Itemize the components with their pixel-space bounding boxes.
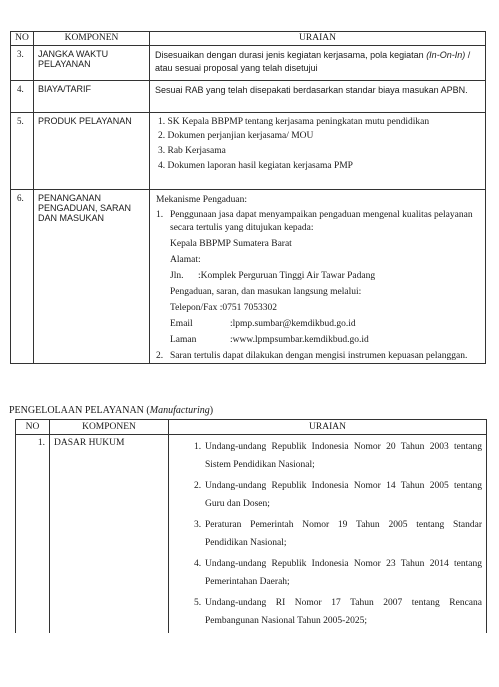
uraian-italic-text: (In-On-In) xyxy=(426,50,466,60)
mechanism-intro: Mekanisme Pengaduan: xyxy=(156,195,248,205)
email-line xyxy=(156,317,481,331)
list-number: 3. xyxy=(194,520,202,530)
row-komponen: PENANGANAN PENGADUAN, SARAN DAN MASUKAN xyxy=(34,190,150,364)
list-number: 2. xyxy=(194,481,202,491)
list-number: 4. xyxy=(194,559,202,569)
section-title-end: ) xyxy=(209,405,214,416)
list-item xyxy=(156,350,481,363)
table-header-row xyxy=(16,420,487,435)
list-text: Undang-undang RI Nomor 17 Tahun 2007 tentang Rencana Pembangunan Nasional Tahun 2005-2025; xyxy=(205,598,482,626)
table-row xyxy=(16,435,487,634)
row-uraian xyxy=(150,113,486,190)
jln-value: :Komplek Perguruan Tinggi Air Tawar Padang xyxy=(198,271,376,281)
row-uraian: Sesuai RAB yang telah disepakati berdasarkan standar biaya masukan APBN. xyxy=(150,81,486,113)
list-item: 4. Dokumen laporan hasil kegiatan kerjasama PMP xyxy=(158,161,353,171)
header-no: NO xyxy=(11,32,34,46)
header-komponen: KOMPONEN xyxy=(34,32,150,46)
row-komponen: JANGKA WAKTU PELAYANAN xyxy=(34,46,150,81)
row-number: 4. xyxy=(11,81,34,113)
section-title-italic: Manufacturing xyxy=(149,405,210,416)
row-komponen: DASAR HUKUM xyxy=(50,435,169,634)
management-table xyxy=(15,419,487,633)
addressee: Kepala BBPMP Sumatera Barat xyxy=(170,239,292,249)
list-text: Saran tertulis dapat dilakukan dengan mengisi instrumen kepuasan pelanggan. xyxy=(170,351,468,361)
laman-line xyxy=(156,333,481,347)
list-item xyxy=(194,594,482,630)
list-item: 1. SK Kepala BBPMP tentang kerjasama peningkatan mutu pendidikan xyxy=(158,117,430,127)
list-number: 2. xyxy=(156,351,164,361)
row-uraian xyxy=(150,46,486,81)
list-text: Undang-undang Republik Indonesia Nomor 23 Tahun 2014 tentang Pemerintahan Daerah; xyxy=(205,559,482,587)
header-no: NO xyxy=(16,420,50,435)
list-item xyxy=(194,438,482,474)
row-komponen: BIAYA/TARIF xyxy=(34,81,150,113)
uraian-text: Disesuaikan dengan durasi jenis kegiatan kerjasama, pola kegiatan xyxy=(155,50,424,60)
header-uraian: URAIAN xyxy=(150,32,486,46)
table-row xyxy=(11,190,486,364)
table-row xyxy=(11,46,486,81)
table-row xyxy=(11,113,486,190)
laman-value: :www.lpmpsumbar.kemdikbud.go.id xyxy=(230,335,369,345)
header-uraian: URAIAN xyxy=(169,420,487,435)
list-text: Peraturan Pemerintah Nomor 19 Tahun 2005 tentang Standar Pendidikan Nasional; xyxy=(205,520,482,548)
row-number: 6. xyxy=(11,190,34,364)
row-uraian xyxy=(169,435,487,634)
laman-label: Laman xyxy=(170,335,197,345)
list-item: 3. Rab Kerjasama xyxy=(158,146,226,156)
section-title xyxy=(9,405,213,416)
section-title-text: PENGELOLAAN PELAYANAN ( xyxy=(9,405,150,416)
list-item xyxy=(156,209,481,235)
alamat-label: Alamat: xyxy=(170,255,201,265)
row-komponen: PRODUK PELAYANAN xyxy=(34,113,150,190)
list-text: Undang-undang Republik Indonesia Nomor 14 Tahun 2005 tentang Guru dan Dosen; xyxy=(205,481,482,509)
telepon-line: Telepon/Fax :0751 7053302 xyxy=(170,303,277,313)
row-number: 1. xyxy=(16,435,50,634)
table-header-row xyxy=(11,32,486,46)
address-line xyxy=(156,269,481,283)
email-label: Email xyxy=(170,319,193,329)
list-item xyxy=(194,477,482,513)
header-komponen: KOMPONEN xyxy=(50,420,169,435)
jln-label: Jln. xyxy=(170,271,184,281)
pengaduan-line: Pengaduan, saran, dan masukan langsung melalui: xyxy=(170,287,362,297)
list-item xyxy=(194,555,482,591)
list-number: 1. xyxy=(194,442,202,452)
row-number: 3. xyxy=(11,46,34,81)
list-item xyxy=(194,516,482,552)
email-value: :lpmp.sumbar@kemdikbud.go.id xyxy=(230,319,356,329)
table-row xyxy=(11,81,486,113)
list-number: 5. xyxy=(194,598,202,608)
row-number: 5. xyxy=(11,113,34,190)
row-uraian xyxy=(150,190,486,364)
list-number: 1. xyxy=(156,210,164,220)
list-item: 2. Dokumen perjanjian kerjasama/ MOU xyxy=(158,131,314,141)
service-standard-table xyxy=(10,31,486,364)
uraian-text-end: / atau sesuai proposal yang telah disetujui xyxy=(155,50,471,73)
list-text: Undang-undang Republik Indonesia Nomor 20 Tahun 2003 tentang Sistem Pendidikan Nasional; xyxy=(205,442,482,470)
list-text: Penggunaan jasa dapat menyampaikan pengaduan mengenal kualitas pelayanan secara tertulis yang ditujukan kepada: xyxy=(170,210,473,233)
